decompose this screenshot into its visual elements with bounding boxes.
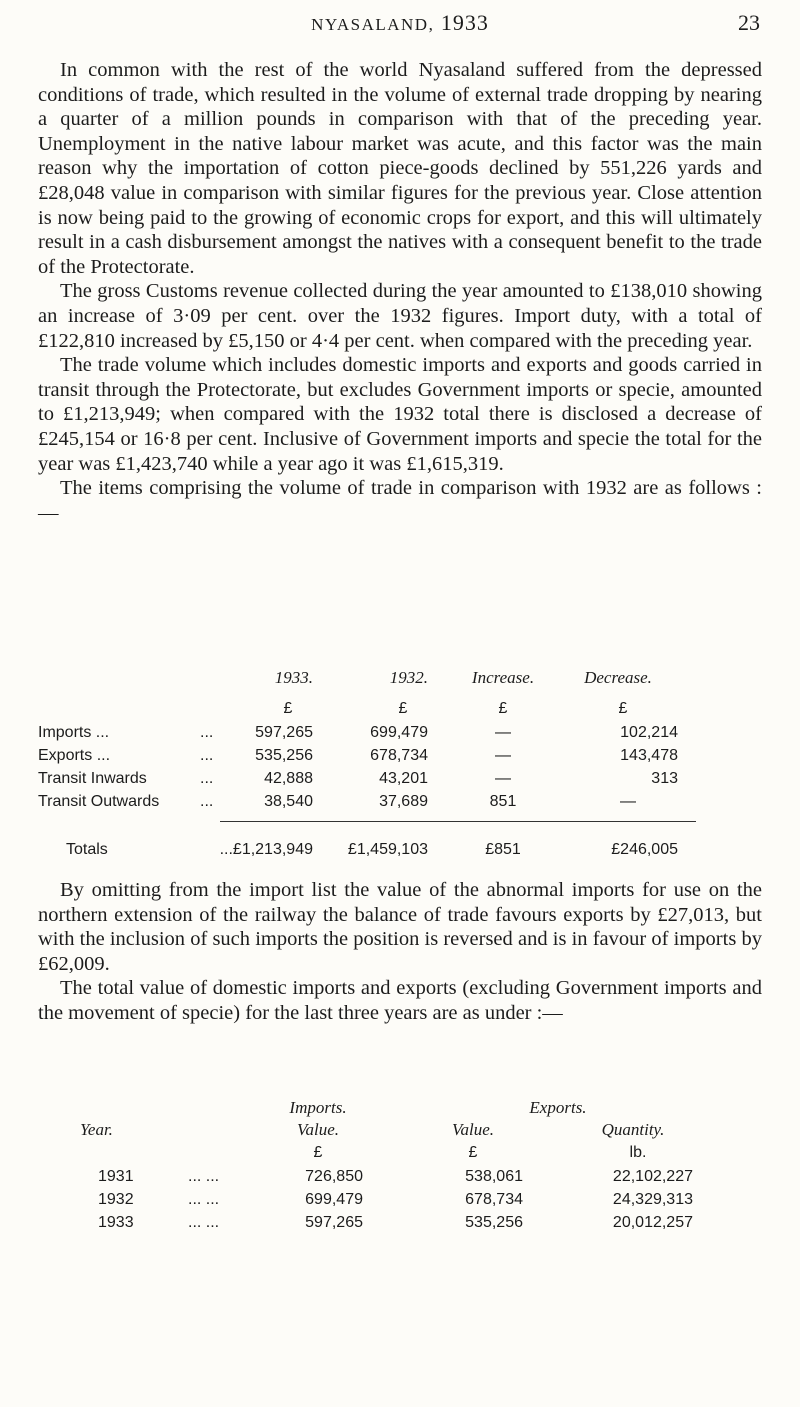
value-increase: — [495,747,511,764]
group-header-imports: Imports. [289,1098,347,1117]
page-number: 23 [738,10,760,35]
row-dots: ... [200,724,214,741]
export-quantity: 20,012,257 [612,1214,693,1231]
value-1932: 37,689 [379,793,428,810]
unit-increase: £ [498,700,508,717]
total-1933: ...£1,213,949 [219,841,313,858]
value-1932: 43,201 [379,770,428,787]
value-1932: 678,734 [370,747,428,764]
unit-1932: £ [398,700,408,717]
row-dots: ... [200,747,214,764]
import-value: 726,850 [305,1168,363,1185]
three-year-table [38,1098,762,1231]
col-header-1933: 1933. [274,668,313,687]
col-header-1932: 1932. [389,668,428,687]
totals-label: Totals [66,841,108,858]
export-quantity: 24,329,313 [612,1191,693,1208]
paragraph: The trade volume which includes domestic imports and exports and goods carried in transit through the Protectorate, but excludes Government imports or specie, amounted to £1,213,949; when compared with the 1932 total there is disclosed a decrease of £245,154 or 16·8 per cent. Inclusive of Government imports and specie the total for the year was £1,423,740 while a year ago it was £1,615,319. [38,354,762,475]
trade-volume-table [38,668,762,858]
col-header-year: Year. [80,1120,113,1139]
group-header-exports: Exports. [529,1098,587,1117]
row-year: 1932 [98,1191,134,1208]
row-label: Exports ... [38,747,111,764]
paragraph: In common with the rest of the world Nyasaland suffered from the depressed conditions of trade, which resulted in the volume of external trade dropping by nearing a quarter of a million pounds in comparison with that of the preceding year. Unemployment in the native labour market was acute, and this factor was the main reason why the importation of cotton piece-goods declined by 551,226 yards and £28,048 value in comparison with similar figures for the previous year. Close attention is now being paid to the growing of economic crops for export, and this will ultimately result in a cash disbursement amongst the natives with a consequent benefit to the trade of the Protectorate. [38,59,762,278]
row-label: Imports ... [38,724,110,741]
page-header [0,10,800,46]
row-dots: ... ... [188,1214,220,1231]
value-increase: — [495,724,511,741]
row-dots: ... [200,770,214,787]
value-increase: 851 [489,793,517,810]
col-header-export-quantity: Quantity. [601,1120,665,1139]
value-1933: 38,540 [264,793,313,810]
body-text-1 [38,58,762,525]
value-decrease: 143,478 [620,747,678,764]
import-value: 597,265 [305,1214,363,1231]
value-1933: 597,265 [255,724,313,741]
row-label: Transit Outwards [38,793,160,810]
export-quantity: 22,102,227 [612,1168,693,1185]
paragraph: The items comprising the volume of trade in comparison with 1932 are as follows :— [38,477,762,524]
value-decrease: 313 [651,770,678,787]
unit-1933: £ [283,700,293,717]
running-head-year: 1933 [440,10,489,35]
paragraph: The total value of domestic imports and exports (excluding Government imports and the movement of specie) for the last three years are as under :— [38,977,762,1024]
unit-export-quantity: lb. [629,1144,647,1161]
totals-rule [220,821,696,822]
total-increase: £851 [485,841,521,858]
paragraph: The gross Customs revenue collected during the year amounted to £138,010 showing an increase of 3·09 per cent. over the 1932 figures. Import duty, with a total of £122,810 increased by £5,150 or 4·4 per cent. when compared with the preceding year. [38,280,762,352]
row-year: 1933 [98,1214,134,1231]
row-label: Transit Inwards [38,770,147,787]
import-value: 699,479 [305,1191,363,1208]
col-header-decrease: Decrease. [584,668,652,687]
paragraph: By omitting from the import list the value of the abnormal imports for use on the northern extension of the railway the balance of trade favours exports by £27,013, but with the inclusion of such imports the position is reversed and is in favour of imports by £62,009. [38,879,762,975]
value-increase: — [495,770,511,787]
total-1932: £1,459,103 [347,841,428,858]
unit-export-value: £ [468,1144,478,1161]
running-head-country: NYASALAND, [311,15,435,34]
unit-import-value: £ [313,1144,323,1161]
value-1933: 535,256 [255,747,313,764]
col-header-export-value: Value. [451,1120,495,1139]
row-year: 1931 [98,1168,134,1185]
value-1933: 42,888 [264,770,313,787]
export-value: 538,061 [465,1168,523,1185]
unit-decrease: £ [618,700,628,717]
col-header-import-value: Value. [296,1120,340,1139]
total-decrease: £246,005 [611,841,678,858]
row-dots: ... ... [188,1168,220,1185]
row-dots: ... [200,793,214,810]
col-header-increase: Increase. [471,668,535,687]
value-1932: 699,479 [370,724,428,741]
body-text-2 [38,878,762,1026]
value-decrease: 102,214 [620,724,678,741]
export-value: 535,256 [465,1214,523,1231]
running-head [0,10,800,36]
export-value: 678,734 [465,1191,523,1208]
value-decrease: — [620,793,636,810]
row-dots: ... ... [188,1191,220,1208]
